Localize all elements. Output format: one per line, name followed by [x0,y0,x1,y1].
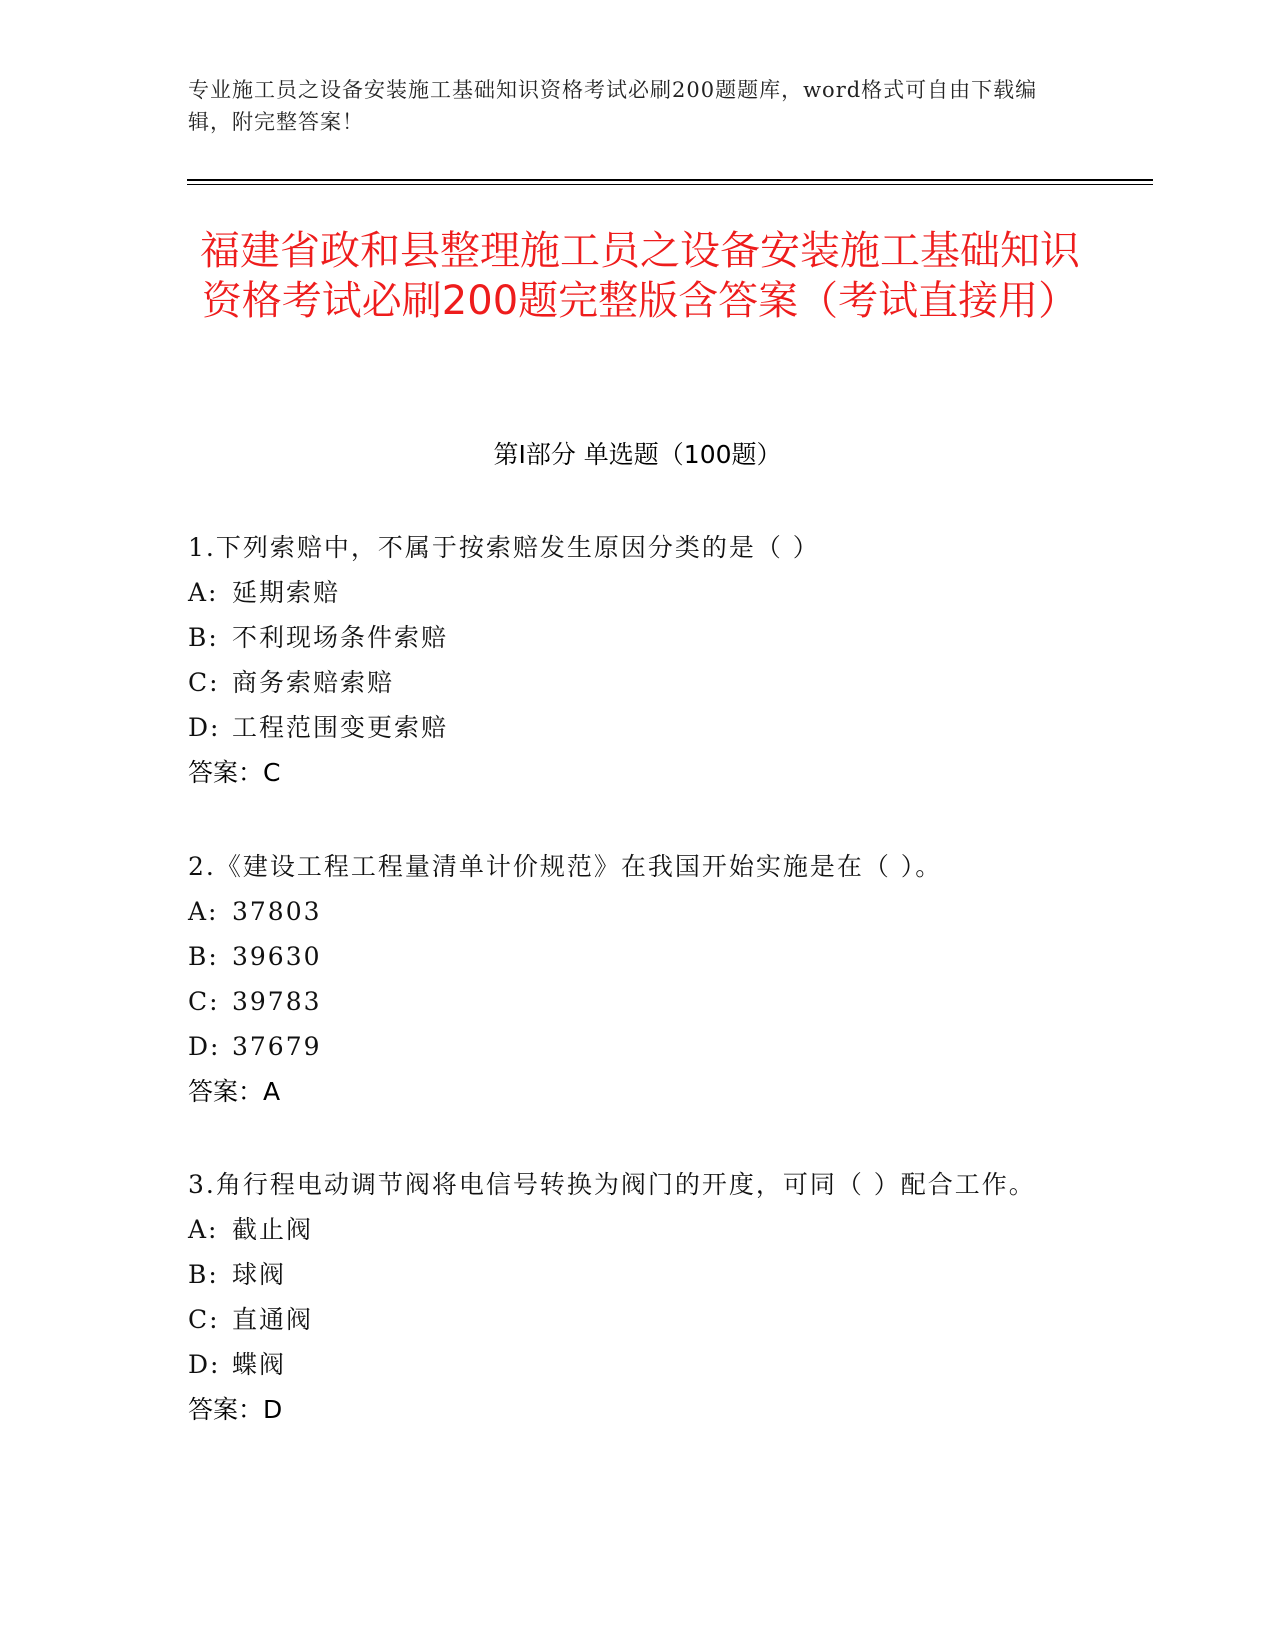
header-divider-thin [187,184,1153,185]
option-d [188,1029,1068,1065]
option-text: 37803 [232,897,322,926]
option-key: A: [188,578,219,607]
question-1 [188,530,1068,791]
question-stem: 1.下列索赔中，不属于按索赔发生原因分类的是（ ） [188,533,820,562]
section-heading: 第Ⅰ部分 单选题（100题） [493,440,782,469]
option-key: A: [188,1215,219,1244]
document-title: 福建省政和县整理施工员之设备安装施工基础知识资格考试必刷200题完整版含答案（考试直接用） [200,228,1080,324]
option-b [188,939,1068,975]
option-text: 工程范围变更索赔 [232,713,449,742]
header-note: 专业施工员之设备安装施工基础知识资格考试必刷200题题库，word格式可自由下载编辑，附完整答案！ [188,78,1038,134]
option-text: 直通阀 [232,1305,314,1334]
question-2 [188,849,1068,1110]
option-text: 球阀 [232,1260,287,1289]
option-text: 不利现场条件索赔 [232,623,449,652]
option-d [188,710,1068,746]
option-key: C: [188,987,220,1016]
option-a [188,575,1068,611]
option-a [188,894,1068,930]
option-c [188,1302,1068,1338]
option-d [188,1347,1068,1383]
option-text: 39630 [232,942,322,971]
option-a [188,1212,1068,1248]
option-text: 39783 [232,987,322,1016]
option-key: C: [188,668,220,697]
option-key: B: [188,942,219,971]
answer: 答案：D [188,1395,283,1424]
option-key: D: [188,1350,221,1379]
option-text: 延期索赔 [232,578,341,607]
question-stem: 2.《建设工程工程量清单计价规范》在我国开始实施是在（ ）。 [188,852,943,881]
option-key: A: [188,897,219,926]
option-key: C: [188,1305,220,1334]
option-key: D: [188,1032,221,1061]
option-b [188,1257,1068,1293]
option-text: 商务索赔索赔 [232,668,395,697]
option-c [188,984,1068,1020]
header-divider-thick [187,179,1153,181]
option-text: 37679 [232,1032,322,1061]
option-key: D: [188,713,221,742]
option-text: 蝶阀 [232,1350,287,1379]
option-key: B: [188,1260,219,1289]
answer: 答案：C [188,758,281,787]
answer: 答案：A [188,1077,281,1106]
option-c [188,665,1068,701]
question-stem: 3.角行程电动调节阀将电信号转换为阀门的开度，可同（ ）配合工作。 [188,1170,1036,1199]
question-3 [188,1167,1068,1428]
option-text: 截止阀 [232,1215,314,1244]
option-key: B: [188,623,219,652]
option-b [188,620,1068,656]
